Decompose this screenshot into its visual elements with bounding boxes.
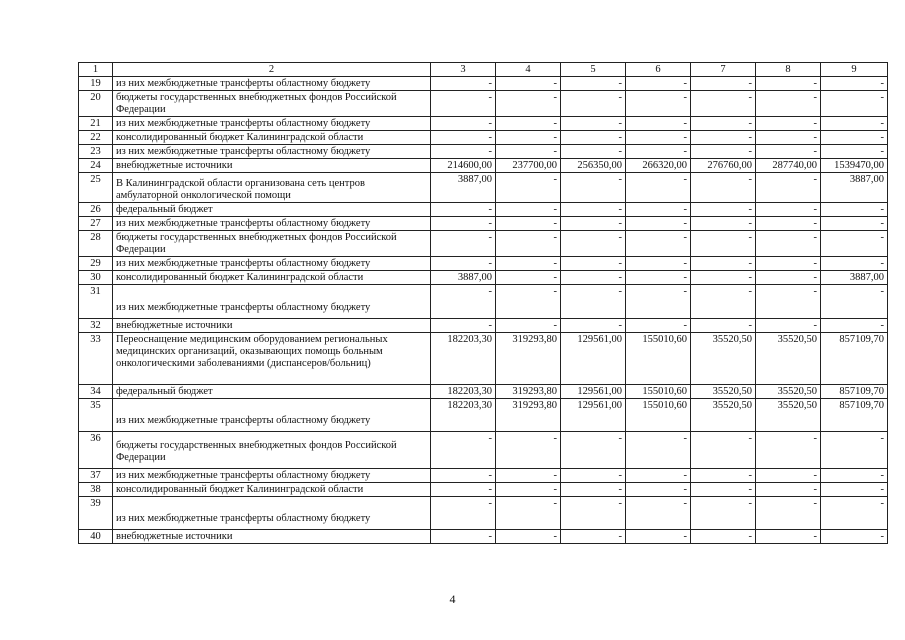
value-cell: - (561, 432, 626, 469)
value-cell: - (431, 257, 496, 271)
row-description-cell: внебюджетные источники (113, 159, 431, 173)
budget-table-body (79, 63, 888, 544)
value-cell: - (496, 483, 561, 497)
budget-table (78, 62, 888, 544)
value-cell: - (691, 173, 756, 203)
header-cell: 8 (756, 63, 821, 77)
value-cell: - (756, 77, 821, 91)
value-cell: 129561,00 (561, 385, 626, 399)
value-cell: - (756, 173, 821, 203)
table-row (79, 469, 888, 483)
row-number-cell: 20 (79, 91, 113, 117)
value-cell: - (561, 497, 626, 530)
value-cell: - (691, 469, 756, 483)
row-description-cell: внебюджетные источники (113, 530, 431, 544)
value-cell: - (626, 319, 691, 333)
table-row (79, 530, 888, 544)
value-cell: 3887,00 (821, 173, 888, 203)
value-cell: - (626, 483, 691, 497)
row-number-cell: 25 (79, 173, 113, 203)
value-cell: - (431, 231, 496, 257)
row-number-cell: 26 (79, 203, 113, 217)
value-cell: - (691, 77, 756, 91)
value-cell: 319293,80 (496, 399, 561, 432)
value-cell: 129561,00 (561, 333, 626, 385)
value-cell: 319293,80 (496, 385, 561, 399)
value-cell: 3887,00 (431, 173, 496, 203)
value-cell: 182203,30 (431, 333, 496, 385)
value-cell: - (496, 231, 561, 257)
value-cell: - (431, 497, 496, 530)
value-cell: 237700,00 (496, 159, 561, 173)
value-cell: - (561, 285, 626, 319)
row-number-cell: 29 (79, 257, 113, 271)
value-cell: - (496, 285, 561, 319)
row-number-cell: 34 (79, 385, 113, 399)
value-cell: - (626, 77, 691, 91)
row-number-cell: 30 (79, 271, 113, 285)
value-cell: - (431, 91, 496, 117)
value-cell: 155010,60 (626, 399, 691, 432)
value-cell: - (756, 231, 821, 257)
value-cell: - (691, 497, 756, 530)
value-cell: - (756, 91, 821, 117)
row-number-cell: 35 (79, 399, 113, 432)
row-description-cell: Переоснащение медицинским оборудованием региональных медицинских организаций, оказывающих помощь больным онкологическими заболеваниями (диспансеров/больниц) (113, 333, 431, 385)
value-cell: - (691, 217, 756, 231)
value-cell: 129561,00 (561, 399, 626, 432)
value-cell: - (431, 203, 496, 217)
row-description-cell: из них межбюджетные трансферты областному бюджету (113, 217, 431, 231)
value-cell: - (691, 231, 756, 257)
row-description-cell: бюджеты государственных внебюджетных фондов Российской Федерации (113, 91, 431, 117)
value-cell: - (496, 77, 561, 91)
value-cell: 1539470,00 (821, 159, 888, 173)
table-row (79, 319, 888, 333)
row-description-cell: из них межбюджетные трансферты областному бюджету (113, 257, 431, 271)
value-cell: - (756, 117, 821, 131)
value-cell: - (431, 483, 496, 497)
value-cell: - (821, 483, 888, 497)
row-number-cell: 39 (79, 497, 113, 530)
row-description-cell: консолидированный бюджет Калининградской области (113, 483, 431, 497)
value-cell: - (626, 530, 691, 544)
row-description-cell: консолидированный бюджет Калининградской области (113, 131, 431, 145)
header-cell: 4 (496, 63, 561, 77)
header-cell: 3 (431, 63, 496, 77)
value-cell: - (561, 203, 626, 217)
row-number-cell: 28 (79, 231, 113, 257)
row-number-cell: 23 (79, 145, 113, 159)
row-description-cell: консолидированный бюджет Калининградской области (113, 271, 431, 285)
value-cell: - (821, 117, 888, 131)
row-description-cell: бюджеты государственных внебюджетных фондов Российской Федерации (113, 432, 431, 469)
value-cell: - (691, 203, 756, 217)
value-cell: - (496, 173, 561, 203)
value-cell: - (561, 319, 626, 333)
table-row (79, 231, 888, 257)
value-cell: 35520,50 (691, 333, 756, 385)
value-cell: - (431, 469, 496, 483)
value-cell: 287740,00 (756, 159, 821, 173)
value-cell: - (756, 469, 821, 483)
value-cell: - (691, 257, 756, 271)
value-cell: - (496, 91, 561, 117)
row-number-cell: 27 (79, 217, 113, 231)
header-cell: 5 (561, 63, 626, 77)
value-cell: - (496, 145, 561, 159)
value-cell: - (821, 319, 888, 333)
value-cell: - (756, 257, 821, 271)
value-cell: - (431, 217, 496, 231)
row-description-cell: бюджеты государственных внебюджетных фондов Российской Федерации (113, 231, 431, 257)
row-number-cell: 21 (79, 117, 113, 131)
table-row (79, 399, 888, 432)
value-cell: - (821, 77, 888, 91)
value-cell: - (626, 145, 691, 159)
value-cell: - (561, 231, 626, 257)
value-cell: - (691, 319, 756, 333)
row-description-cell: из них межбюджетные трансферты областному бюджету (113, 399, 431, 432)
table-row (79, 173, 888, 203)
value-cell: - (821, 257, 888, 271)
value-cell: 857109,70 (821, 399, 888, 432)
value-cell: - (496, 530, 561, 544)
value-cell: - (561, 117, 626, 131)
value-cell: - (821, 131, 888, 145)
value-cell: - (561, 469, 626, 483)
value-cell: - (561, 530, 626, 544)
value-cell: - (626, 432, 691, 469)
value-cell: - (431, 145, 496, 159)
row-number-cell: 37 (79, 469, 113, 483)
table-row (79, 385, 888, 399)
header-row (79, 63, 888, 77)
value-cell: - (496, 497, 561, 530)
value-cell: 276760,00 (691, 159, 756, 173)
row-number-cell: 19 (79, 77, 113, 91)
row-number-cell: 33 (79, 333, 113, 385)
value-cell: - (691, 285, 756, 319)
row-number-cell: 22 (79, 131, 113, 145)
value-cell: - (626, 285, 691, 319)
value-cell: - (496, 131, 561, 145)
value-cell: - (756, 319, 821, 333)
value-cell: - (561, 91, 626, 117)
value-cell: - (561, 173, 626, 203)
value-cell: - (561, 77, 626, 91)
value-cell: - (821, 432, 888, 469)
value-cell: - (756, 483, 821, 497)
value-cell: - (626, 257, 691, 271)
value-cell: - (561, 257, 626, 271)
value-cell: - (626, 217, 691, 231)
header-cell: 6 (626, 63, 691, 77)
value-cell: - (561, 483, 626, 497)
table-row (79, 117, 888, 131)
value-cell: 3887,00 (431, 271, 496, 285)
table-row (79, 131, 888, 145)
table-row (79, 257, 888, 271)
table-row (79, 159, 888, 173)
value-cell: - (561, 271, 626, 285)
value-cell: 35520,50 (691, 385, 756, 399)
value-cell: - (756, 285, 821, 319)
value-cell: 182203,30 (431, 385, 496, 399)
value-cell: - (496, 117, 561, 131)
value-cell: - (691, 432, 756, 469)
row-description-cell: из них межбюджетные трансферты областному бюджету (113, 285, 431, 319)
value-cell: 3887,00 (821, 271, 888, 285)
table-row (79, 271, 888, 285)
table-row (79, 145, 888, 159)
value-cell: - (561, 131, 626, 145)
value-cell: 35520,50 (756, 385, 821, 399)
row-description-cell: федеральный бюджет (113, 203, 431, 217)
table-row (79, 333, 888, 385)
value-cell: - (821, 231, 888, 257)
value-cell: - (626, 497, 691, 530)
value-cell: 214600,00 (431, 159, 496, 173)
header-cell: 2 (113, 63, 431, 77)
value-cell: - (756, 217, 821, 231)
value-cell: - (821, 91, 888, 117)
value-cell: - (691, 483, 756, 497)
value-cell: - (496, 469, 561, 483)
table-row (79, 285, 888, 319)
value-cell: 155010,60 (626, 333, 691, 385)
row-number-cell: 31 (79, 285, 113, 319)
value-cell: - (626, 231, 691, 257)
value-cell: - (756, 497, 821, 530)
page-number: 4 (449, 592, 456, 606)
row-description-cell: федеральный бюджет (113, 385, 431, 399)
value-cell: - (431, 77, 496, 91)
value-cell: - (626, 469, 691, 483)
value-cell: - (561, 145, 626, 159)
row-number-cell: 36 (79, 432, 113, 469)
value-cell: - (626, 173, 691, 203)
row-number-cell: 40 (79, 530, 113, 544)
value-cell: - (756, 271, 821, 285)
value-cell: - (431, 131, 496, 145)
value-cell: 35520,50 (691, 399, 756, 432)
value-cell: - (691, 145, 756, 159)
value-cell: - (431, 530, 496, 544)
row-description-cell: из них межбюджетные трансферты областному бюджету (113, 117, 431, 131)
row-description-cell: из них межбюджетные трансферты областному бюджету (113, 145, 431, 159)
value-cell: - (496, 432, 561, 469)
value-cell: 182203,30 (431, 399, 496, 432)
table-row (79, 91, 888, 117)
value-cell: 857109,70 (821, 385, 888, 399)
value-cell: - (756, 432, 821, 469)
value-cell: - (821, 530, 888, 544)
row-description-cell: внебюджетные источники (113, 319, 431, 333)
value-cell: - (626, 91, 691, 117)
value-cell: 35520,50 (756, 399, 821, 432)
row-number-cell: 38 (79, 483, 113, 497)
row-description-cell: В Калининградской области организована сеть центров амбулаторной онкологической помощи (113, 173, 431, 203)
row-description-cell: из них межбюджетные трансферты областному бюджету (113, 469, 431, 483)
header-cell: 1 (79, 63, 113, 77)
value-cell: - (691, 91, 756, 117)
value-cell: - (626, 117, 691, 131)
value-cell: - (431, 117, 496, 131)
value-cell: - (431, 432, 496, 469)
value-cell: - (756, 203, 821, 217)
row-number-cell: 32 (79, 319, 113, 333)
row-description-cell: из них межбюджетные трансферты областному бюджету (113, 497, 431, 530)
value-cell: - (496, 257, 561, 271)
table-row (79, 203, 888, 217)
value-cell: - (496, 203, 561, 217)
value-cell: - (821, 469, 888, 483)
row-description-cell: из них межбюджетные трансферты областному бюджету (113, 77, 431, 91)
header-cell: 7 (691, 63, 756, 77)
value-cell: 155010,60 (626, 385, 691, 399)
value-cell: - (691, 271, 756, 285)
value-cell: - (496, 271, 561, 285)
table-row (79, 217, 888, 231)
value-cell: - (561, 217, 626, 231)
value-cell: - (496, 217, 561, 231)
value-cell: - (626, 271, 691, 285)
value-cell: 256350,00 (561, 159, 626, 173)
table-row (79, 432, 888, 469)
value-cell: - (626, 203, 691, 217)
value-cell: - (756, 530, 821, 544)
value-cell: - (691, 117, 756, 131)
value-cell: - (756, 131, 821, 145)
table-row (79, 77, 888, 91)
value-cell: - (821, 145, 888, 159)
value-cell: - (691, 131, 756, 145)
value-cell: - (821, 203, 888, 217)
value-cell: 266320,00 (626, 159, 691, 173)
table-row (79, 483, 888, 497)
value-cell: - (691, 530, 756, 544)
value-cell: - (756, 145, 821, 159)
value-cell: - (626, 131, 691, 145)
header-cell: 9 (821, 63, 888, 77)
value-cell: 35520,50 (756, 333, 821, 385)
value-cell: - (431, 285, 496, 319)
value-cell: - (821, 217, 888, 231)
value-cell: 319293,80 (496, 333, 561, 385)
value-cell: - (431, 319, 496, 333)
table-row (79, 497, 888, 530)
row-number-cell: 24 (79, 159, 113, 173)
value-cell: - (821, 497, 888, 530)
value-cell: - (496, 319, 561, 333)
value-cell: - (821, 285, 888, 319)
value-cell: 857109,70 (821, 333, 888, 385)
